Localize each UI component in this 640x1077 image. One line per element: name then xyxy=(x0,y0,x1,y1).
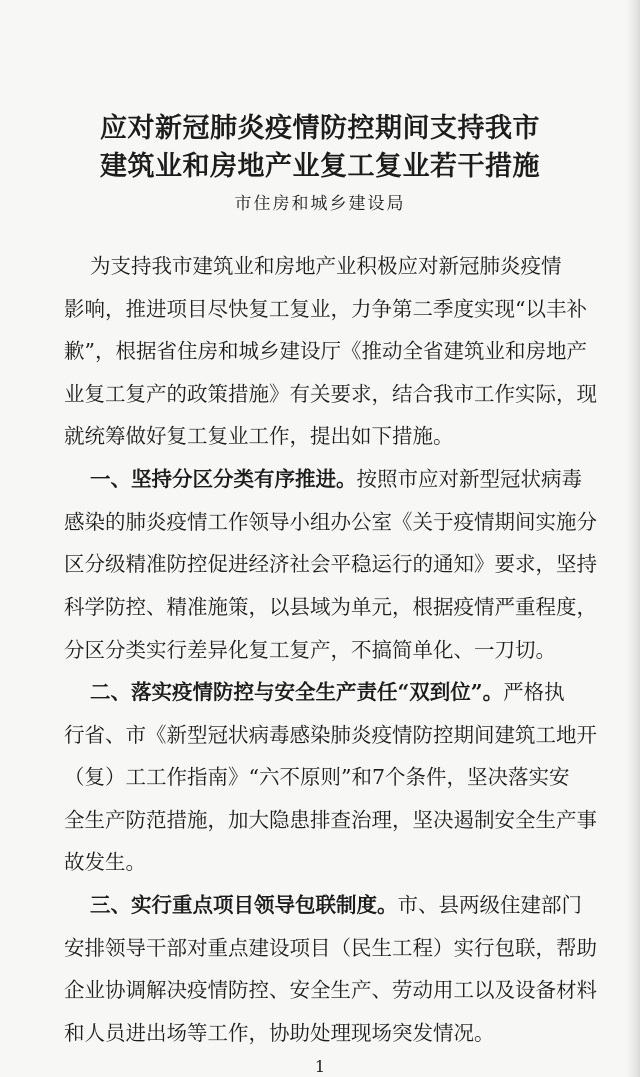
paragraph-line: 和人员进出场等工作，协助处理现场突发情况。 xyxy=(64,1021,495,1045)
section-3-first-line xyxy=(90,895,582,916)
document-title-line-1: 应对新冠肺炎疫情防控期间支持我市 xyxy=(100,113,540,144)
paragraph-line: 故发生。 xyxy=(64,850,146,874)
document-issuer: 市住房和城乡建设局 xyxy=(234,194,406,214)
paragraph-line: 安排领导干部对重点建设项目（民生工程）实行包联，帮助 xyxy=(64,936,597,960)
document-title-line-2: 建筑业和房地产业复工复业若干措施 xyxy=(100,151,540,182)
paragraph-line: 业复工复产的政策措施》有关要求，结合我市工作实际，现 xyxy=(64,382,597,406)
paragraph-line: 分区分类实行差异化复工复产，不搞简单化、一刀切。 xyxy=(64,638,556,662)
paragraph-text: 按照市应对新型冠状病毒 xyxy=(356,467,582,491)
section-heading: 一、坚持分区分类有序推进。 xyxy=(90,467,357,491)
paragraph-line: 全生产防范措施，加大隐患排查治理，坚决遏制安全生产事 xyxy=(64,808,597,832)
paragraph-text: 严格执 xyxy=(503,680,565,704)
paragraph-line: 企业协调解决疫情防控、安全生产、劳动用工以及设备材料 xyxy=(64,978,597,1002)
paragraph-line: （复）工工作指南》“六不原则”和7个条件，坚决落实安 xyxy=(64,765,570,789)
paragraph-line: 区分级精准防控促进经济社会平稳运行的通知》要求，坚持 xyxy=(64,552,597,576)
section-2-first-line xyxy=(90,682,565,703)
section-heading: 二、落实疫情防控与安全生产责任“双到位”。 xyxy=(90,680,504,704)
paragraph-line: 感染的肺炎疫情工作领导小组办公室《关于疫情期间实施分 xyxy=(64,510,597,534)
section-1-first-line xyxy=(90,469,582,490)
paragraph-line: 就统筹做好复工复业工作，提出如下措施。 xyxy=(64,424,454,448)
paragraph-line: 科学防控、精准施策，以县域为单元，根据疫情严重程度， xyxy=(64,595,597,619)
paragraph-line: 行省、市《新型冠状病毒感染肺炎疫情防控期间建筑工地开 xyxy=(64,723,597,747)
paragraph-line: 为支持我市建筑业和房地产业积极应对新冠肺炎疫情 xyxy=(90,254,562,278)
page-number: 1 xyxy=(314,1057,326,1076)
paragraph-line: 歉”，根据省住房和城乡建设厅《推动全省建筑业和房地产 xyxy=(64,339,587,363)
paragraph-line: 影响，推进项目尽快复工复业，力争第二季度实现“以丰补 xyxy=(64,297,587,321)
section-heading: 三、实行重点项目领导包联制度。 xyxy=(90,893,398,917)
paragraph-text: 市、县两级住建部门 xyxy=(397,893,582,917)
